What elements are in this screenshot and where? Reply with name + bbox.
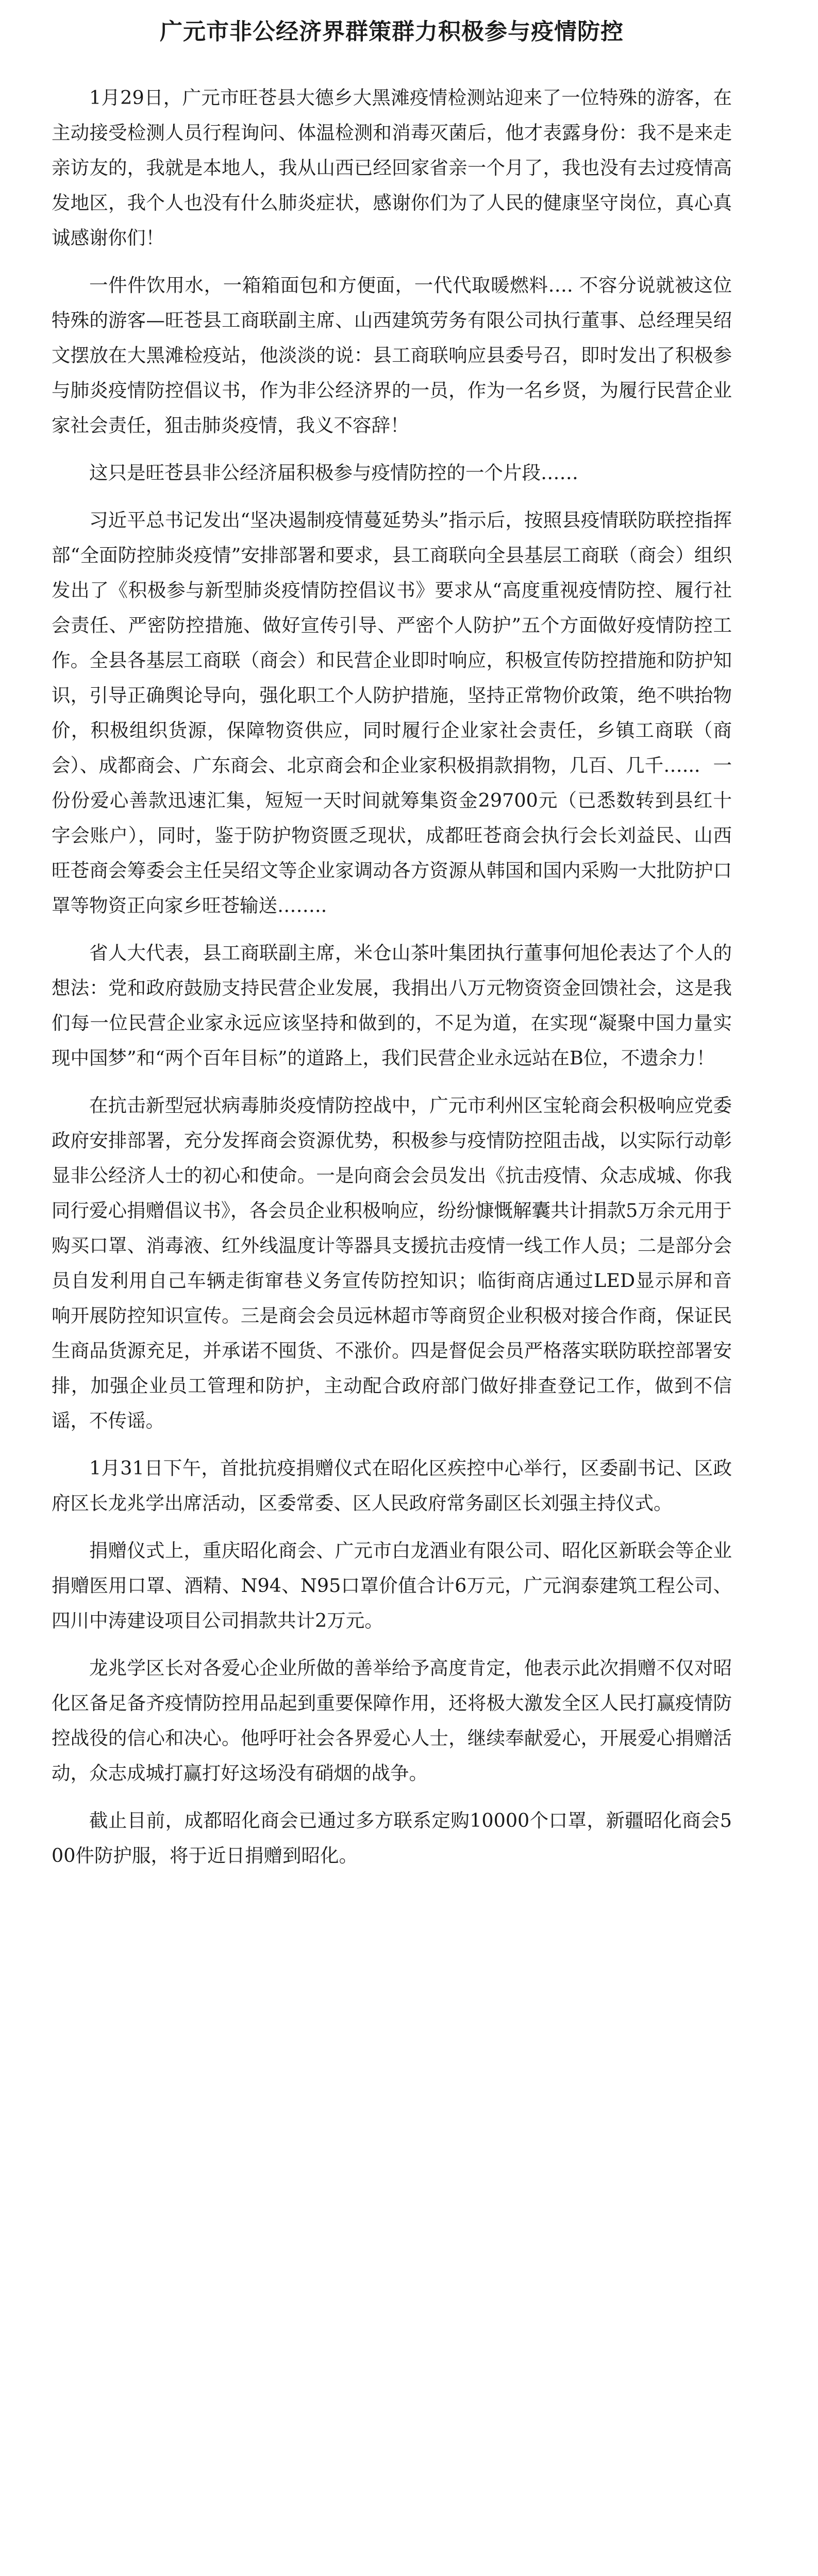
article-title: 广元市非公经济界群策群力积极参与疫情防控 — [160, 19, 624, 45]
paragraph-3: 这只是旺苍县非公经济届积极参与疫情防控的一个片段…… — [89, 462, 578, 484]
paragraph-9: 龙兆学区长对各爱心企业所做的善举给予高度肯定，他表示此次捐赠不仅对昭化区备足备齐疫情防控用品起到重要保障作用，还将极大激发全区人民打赢疫情防控战役的信心和决心。他呼吁社会各界爱心人士，继续奉献爱心，开展爱心捐赠活动，众志成城打赢打好这场没有硝烟的战争。 — [52, 1657, 732, 1784]
paragraph-2: 一件件饮用水，一箱箱面包和方便面，一代代取暖燃料…. 不容分说就被这位特殊的游客—旺苍县工商联副主席、山西建筑劳务有限公司执行董事、总经理吴绍文摆放在大黑滩检疫站，他淡淡的说：县工商联响应县委号召，即时发出了积极参与肺炎疫情防控倡议书，作为非公经济界的一员，作为一名乡贤，为履行民营企业家社会责任，狙击肺炎疫情，我义不容辞！ — [52, 274, 732, 436]
paragraph-5: 省人大代表，县工商联副主席，米仓山茶叶集团执行董事何旭伦表达了个人的想法：党和政府鼓励支持民营企业发展，我捐出八万元物资资金回馈社会，这是我们每一位民营企业家永远应该坚持和做到的，不足为道，在实现“凝聚中国力量实现中国梦”和“两个百年目标”的道路上，我们民营企业永远站在B位，不遗余力！ — [52, 942, 732, 1069]
paragraph-4: 习近平总书记发出“坚决遏制疫情蔓延势头”指示后，按照县疫情联防联控指挥部“全面防控肺炎疫情”安排部署和要求，县工商联向全县基层工商联（商会）组织发出了《积极参与新型肺炎疫情防控倡议书》要求从“高度重视疫情防控、履行社会责任、严密防控措施、做好宣传引导、严密个人防护”五个方面做好疫情防控工作。全县各基层工商联（商会）和民营企业即时响应，积极宣传防控措施和防护知识，引导正确舆论导向，强化职工个人防护措施，坚持正常物价政策，绝不哄抬物价，积极组织货源，保障物资供应，同时履行企业家社会责任，乡镇工商联（商会）、成都商会、广东商会、北京商会和企业家积极捐款捐物，几百、几千…..．一份份爱心善款迅速汇集，短短一天时间就筹集资金29700元（已悉数转到县红十字会账户），同时，鉴于防护物资匮乏现状，成都旺苍商会执行会长刘益民、山西旺苍商会筹委会主任吴绍文等企业家调动各方资源从韩国和国内采购一大批防护口罩等物资正向家乡旺苍输送…….. — [52, 509, 732, 917]
paragraph-8: 捐赠仪式上，重庆昭化商会、广元市白龙酒业有限公司、昭化区新联会等企业捐赠医用口罩、酒精、N94、N95口罩价值合计6万元，广元润泰建筑工程公司、四川中涛建设项目公司捐款共计2万元。 — [52, 1539, 732, 1632]
paragraph-7: 1月31日下午，首批抗疫捐赠仪式在昭化区疾控中心举行，区委副书记、区政府区长龙兆学出席活动，区委常委、区人民政府常务副区长刘强主持仪式。 — [52, 1457, 732, 1514]
paragraph-1: 1月29日，广元市旺苍县大德乡大黑滩疫情检测站迎来了一位特殊的游客，在主动接受检测人员行程询问、体温检测和消毒灭菌后，他才表露身份：我不是来走亲访友的，我就是本地人，我从山西已经回家省亲一个月了，我也没有去过疫情高发地区，我个人也没有什么肺炎症状，感谢你们为了人民的健康坚守岗位，真心真诚感谢你们！ — [52, 87, 732, 249]
news-article — [52, 15, 732, 1886]
paragraph-6: 在抗击新型冠状病毒肺炎疫情防控战中，广元市利州区宝轮商会积极响应党委政府安排部署，充分发挥商会资源优势，积极参与疫情防控阻击战，以实际行动彰显非公经济人士的初心和使命。一是向商会会员发出《抗击疫情、众志成城、你我同行爱心捐赠倡议书》，各会员企业积极响应，纷纷慷慨解囊共计捐款5万余元用于购买口罩、消毒液、红外线温度计等器具支援抗击疫情一线工作人员；二是部分会员自发利用自己车辆走街窜巷义务宣传防控知识；临街商店通过LED显示屏和音响开展防控知识宣传。三是商会会员远林超市等商贸企业积极对接合作商，保证民生商品货源充足，并承诺不囤货、不涨价。四是督促会员严格落实联防联控部署安排，加强企业员工管理和防护，主动配合政府部门做好排查登记工作，做到不信谣，不传谣。 — [52, 1094, 732, 1432]
paragraph-10: 截止目前，成都昭化商会已通过多方联系定购10000个口罩，新疆昭化商会500件防护服，将于近日捐赠到昭化。 — [52, 1809, 732, 1867]
